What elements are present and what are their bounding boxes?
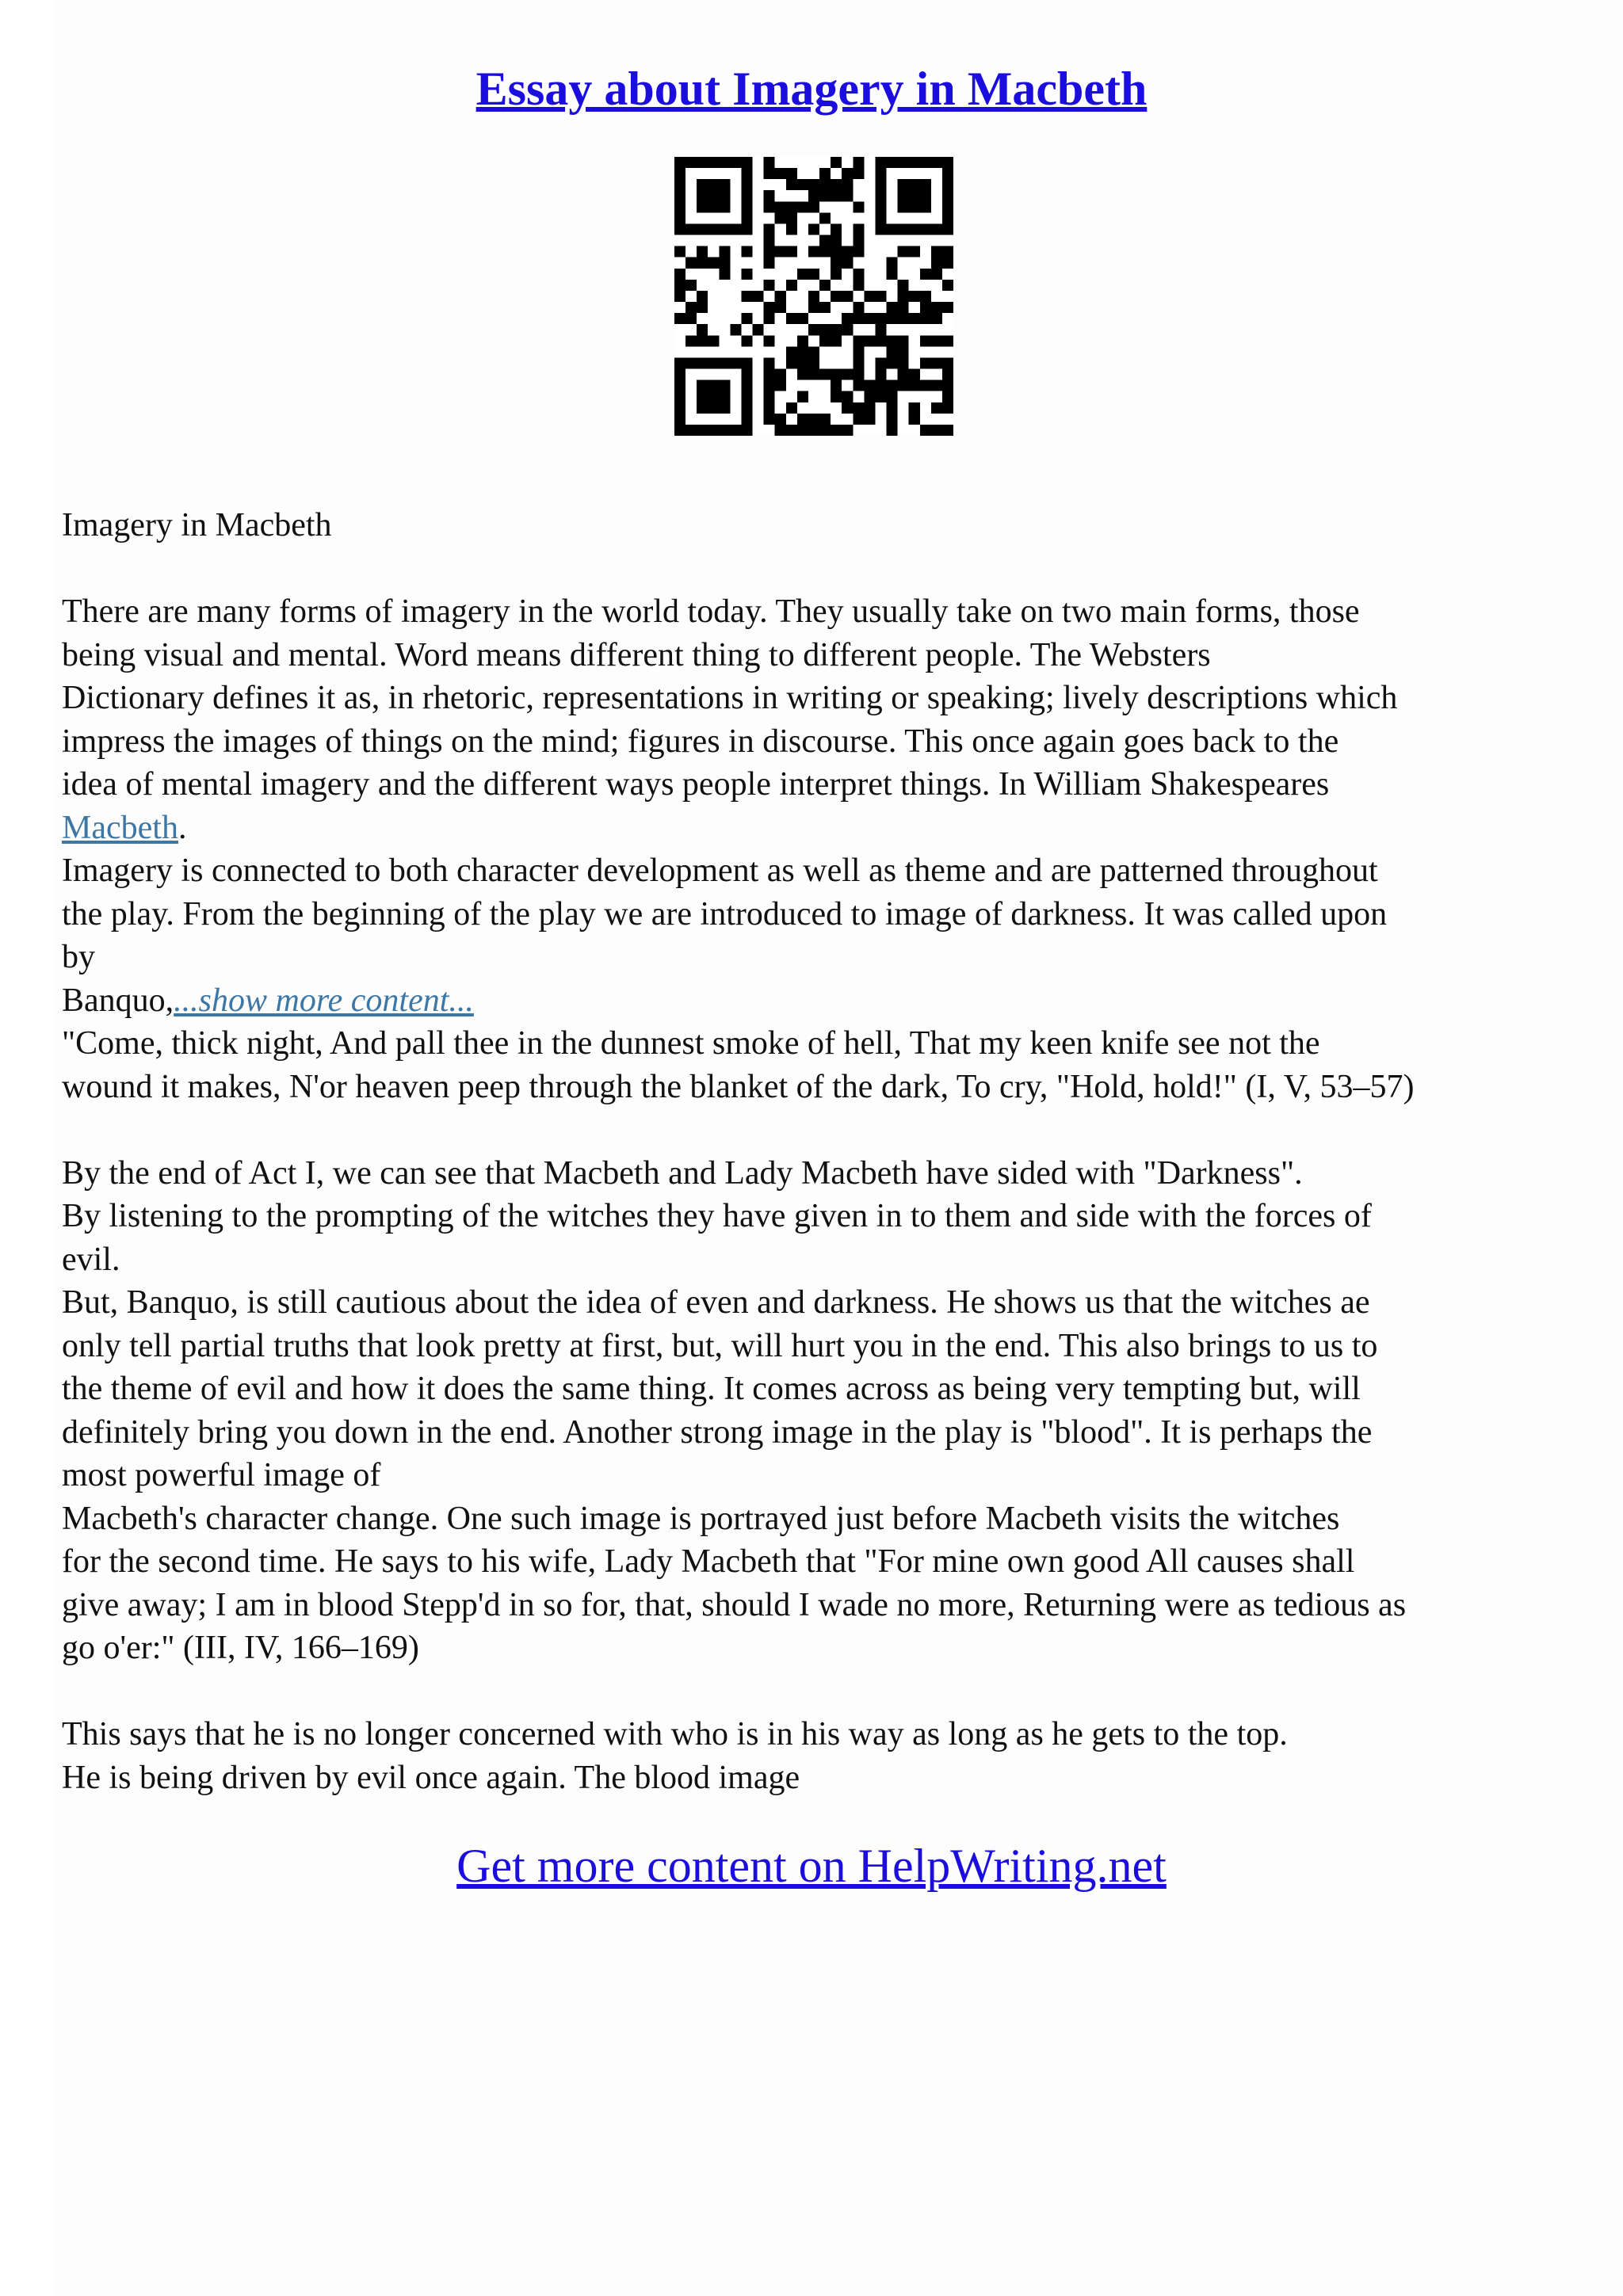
paragraph-line: impress the images of things on the mind; figures in discourse. This once again goes back to the [62, 723, 1339, 760]
paragraph-line: Macbeth's character change. One such image is portrayed just before Macbeth visits the witches [62, 1500, 1340, 1537]
page-margin-strip [0, 0, 54, 2296]
qr-code-icon [674, 157, 953, 436]
paragraph-line: He is being driven by evil once again. The blood image [62, 1759, 800, 1796]
banquo-text: Banquo, [62, 982, 174, 1019]
paragraph-line [62, 807, 1568, 850]
paragraph-gap [62, 547, 1568, 591]
paragraph-line: being visual and mental. Word means different thing to different people. The Websters [62, 636, 1211, 673]
paragraph-line [62, 979, 1568, 1023]
paragraph-line: the theme of evil and how it does the same thing. It comes across as being very tempting but, will [62, 1371, 1361, 1407]
show-more-link[interactable]: ...show more content... [174, 982, 474, 1019]
sentence-period: . [178, 809, 187, 846]
essay-title-link[interactable]: Essay about Imagery in Macbeth [475, 63, 1148, 115]
macbeth-link[interactable]: Macbeth [62, 809, 178, 846]
paragraph-line: only tell partial truths that look pretty at first, but, will hurt you in the end. This also brings to us to [62, 1327, 1378, 1364]
paragraph-line: This says that he is no longer concerned with who is in his way as long as he gets to the top. [62, 1716, 1288, 1753]
paragraph-gap [62, 1670, 1568, 1714]
paragraph-line: But, Banquo, is still cautious about the idea of even and darkness. He shows us that the witches ae [62, 1284, 1370, 1321]
paragraph-gap [62, 1108, 1568, 1152]
paragraph-line: by [62, 939, 95, 975]
essay-body [62, 504, 1568, 1799]
paragraph-line: definitely bring you down in the end. Another strong image in the play is "blood". It is perhaps the [62, 1413, 1373, 1451]
paragraph-line: most powerful image of [62, 1457, 381, 1493]
paragraph-line: By listening to the prompting of the witches they have given in to them and side with the forces of [62, 1198, 1372, 1234]
paragraph-line: go o'er:" (III, IV, 166–169) [62, 1630, 419, 1666]
essay-heading: Imagery in Macbeth [62, 507, 332, 543]
paragraph-line: Imagery is connected to both character development as well as theme and are patterned throughout [62, 852, 1378, 889]
get-more-content-link[interactable]: Get more content on HelpWriting.net [456, 1840, 1167, 1892]
paragraph-line: idea of mental imagery and the different ways people interpret things. In William Shakespeares [62, 766, 1330, 803]
quote-line: "Come, thick night, And pall thee in the dunnest smoke of hell, That my keen knife see not the [62, 1025, 1320, 1062]
paragraph-line: evil. [62, 1241, 120, 1278]
paragraph-line: Dictionary defines it as, in rhetoric, representations in writing or speaking; lively descriptions which [62, 680, 1398, 716]
quote-line: wound it makes, N'or heaven peep through the blanket of the dark, To cry, "Hold, hold!" (I, V, 53–57) [62, 1068, 1415, 1105]
paragraph-line: the play. From the beginning of the play we are introduced to image of darkness. It was called upon [62, 895, 1388, 933]
paragraph-line: give away; I am in blood Stepp'd in so for, that, should I wade no more, Returning were as tedious as [62, 1586, 1407, 1623]
paragraph-line: There are many forms of imagery in the world today. They usually take on two main forms, those [62, 593, 1360, 630]
paragraph-line: By the end of Act I, we can see that Macbeth and Lady Macbeth have sided with "Darkness". [62, 1154, 1303, 1192]
paragraph-line: for the second time. He says to his wife, Lady Macbeth that "For mine own good All causes shall [62, 1543, 1355, 1580]
